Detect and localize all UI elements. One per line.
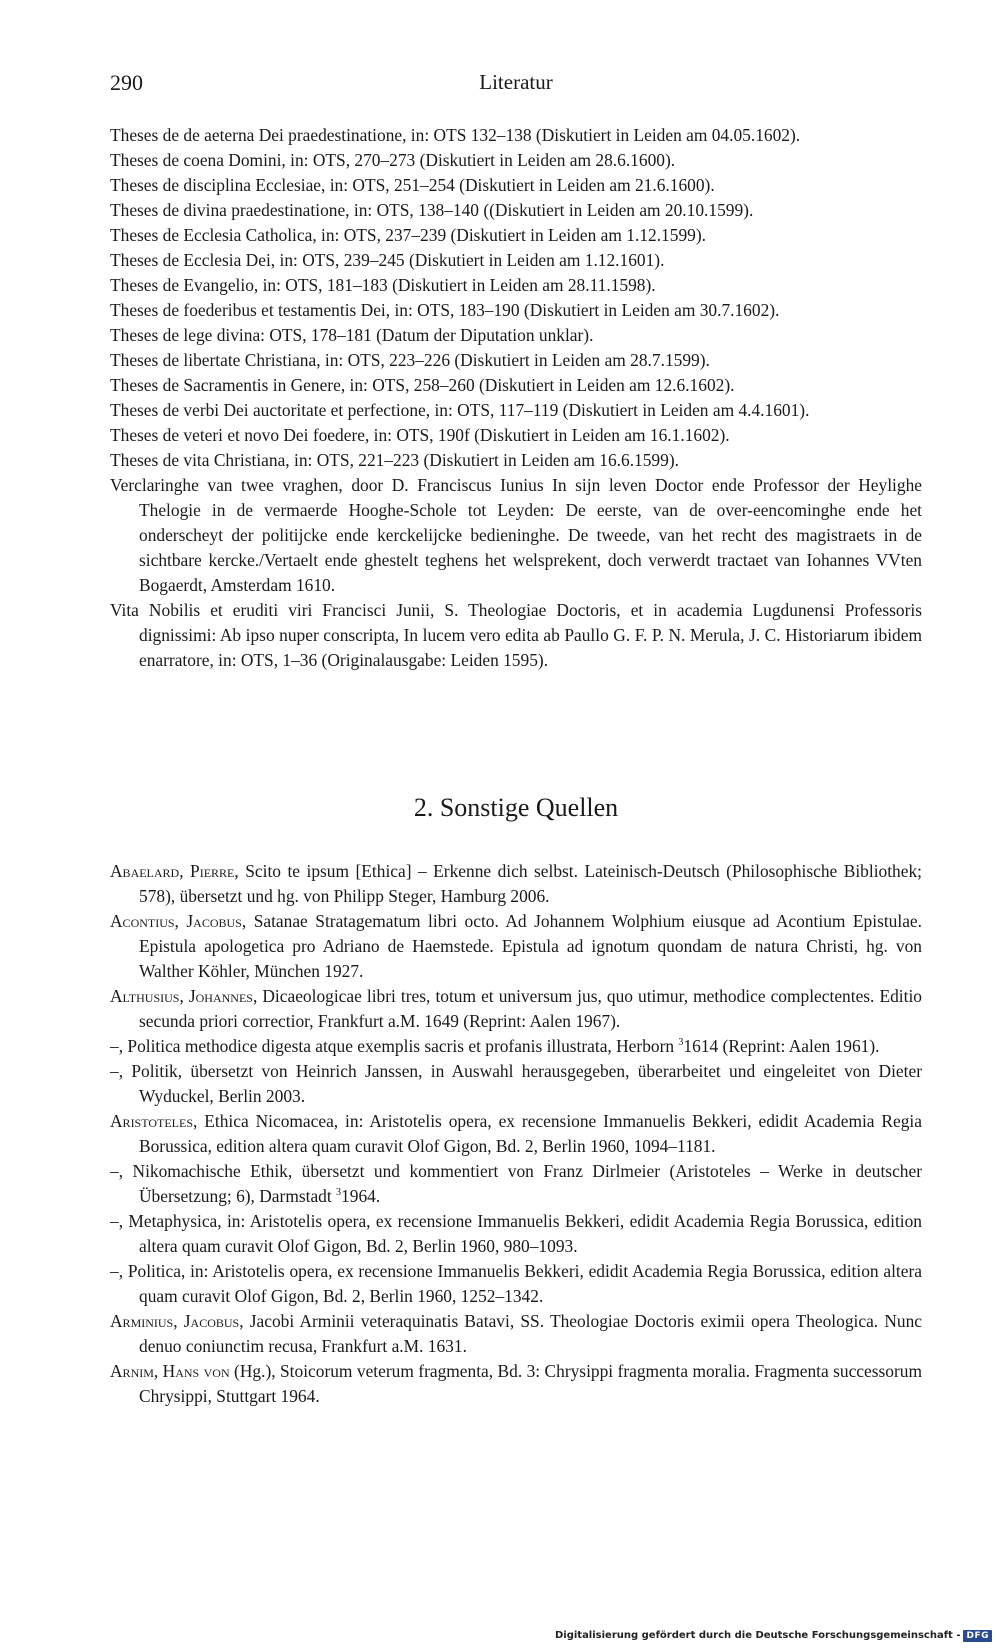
ditto-dash: –,: [110, 1036, 124, 1056]
bibliography-entry: [110, 1059, 922, 1109]
entry-text: , Satanae Stratagematum libri octo. Ad Johannem Wolphium eiusque ad Acontium Epistulae. Epistula apologetica pro Adriano de Haemstede. Epistula ad ignotum quondam de natura Christi, hg. von Walther Köhler, München 1927.: [139, 911, 922, 981]
page-number: 290: [110, 70, 143, 95]
ditto-dash: –,: [110, 1161, 124, 1181]
bibliography-entry: Theses de coena Domini, in: OTS, 270–273 (Diskutiert in Leiden am 28.6.1600).: [110, 150, 676, 170]
bibliography-entry: Theses de Sacramentis in Genere, in: OTS, 258–260 (Diskutiert in Leiden am 12.6.1602).: [110, 375, 735, 395]
bibliography-entry: [110, 1109, 922, 1159]
bibliography-entry: Theses de vita Christiana, in: OTS, 221–223 (Diskutiert in Leiden am 16.6.1599).: [110, 450, 679, 470]
ditto-dash: –,: [110, 1261, 124, 1281]
bibliography-entry: Theses de verbi Dei auctoritate et perfectione, in: OTS, 117–119 (Diskutiert in Leiden am 4.4.1601).: [110, 400, 810, 420]
bibliography-entry: [110, 1259, 922, 1309]
bibliography-entry: [110, 1359, 922, 1409]
author-name: Acontius, Jacobus: [110, 911, 242, 931]
footer-credit: Digitalisierung gefördert durch die Deutsche Forschungsgemeinschaft -: [554, 1630, 961, 1641]
bibliography-entry: Theses de de aeterna Dei praedestinatione, in: OTS 132–138 (Diskutiert in Leiden am 04.05.1602).: [110, 125, 801, 145]
bibliography-entry: Theses de disciplina Ecclesiae, in: OTS, 251–254 (Diskutiert in Leiden am 21.6.1600).: [110, 175, 715, 195]
entry-text: , Ethica Nicomacea, in: Aristotelis opera, ex recensione Immanuelis Bekkeri, edidit Academia Regia Borussica, edition altera quam curavit Olof Gigon, Bd. 2, Berlin 1960, 1094–1181.: [139, 1111, 922, 1156]
entry-text: Metaphysica, in: Aristotelis opera, ex recensione Immanuelis Bekkeri, edidit Academia Regia Borussica, edition altera quam curavit Olof Gigon, Bd. 2, Berlin 1960, 980–1093.: [123, 1211, 922, 1256]
entry-text: Politik, übersetzt von Heinrich Janssen, in Auswahl herausgegeben, überarbeitet und eingeleitet von Dieter Wyduckel, Berlin 2003.: [123, 1061, 922, 1106]
bibliography-entry: Theses de foederibus et testamentis Dei, in: OTS, 183–190 (Diskutiert in Leiden am 30.7.1602).: [110, 300, 780, 320]
author-name: Abaelard, Pierre: [110, 861, 235, 881]
entry-text-continued: 1614 (Reprint: Aalen 1961).: [683, 1036, 880, 1056]
edition-superscript: 3: [336, 1187, 342, 1198]
entry-text: , Jacobi Arminii veteraquinatis Batavi, SS. Theologiae Doctoris eximii opera Theologica. Nunc denuo coniunctim recusa, Frankfurt a.M. 1631.: [139, 1311, 923, 1356]
entry-text: , Dicaeologicae libri tres, totum et universum jus, quo utimur, methodice complectentes. Editio secunda priori correctior, Frankfurt a.M. 1649 (Reprint: Aalen 1967).: [139, 986, 922, 1031]
entry-text: (Hg.), Stoicorum veterum fragmenta, Bd. 3: Chrysippi fragmenta moralia. Fragmenta successorum Chrysippi, Stuttgart 1964.: [139, 1361, 922, 1406]
ditto-dash: –,: [110, 1061, 124, 1081]
section-heading: 2. Sonstige Quellen: [413, 793, 619, 822]
bibliography-entry: Theses de lege divina: OTS, 178–181 (Datum der Diputation unklar).: [110, 325, 594, 345]
author-name: Aristoteles: [110, 1111, 194, 1131]
bibliography-entry: [110, 1209, 922, 1259]
author-name: Althusius, Johannes: [110, 986, 253, 1006]
bibliography-entry: Theses de veteri et novo Dei foedere, in: OTS, 190f (Diskutiert in Leiden am 16.1.1602).: [110, 425, 730, 445]
bibliography-entry: Theses de Evangelio, in: OTS, 181–183 (Diskutiert in Leiden am 28.11.1598).: [110, 275, 656, 295]
bibliography-entry: [110, 909, 922, 984]
author-name: Arnim, Hans von: [110, 1361, 230, 1381]
entry-text: Politica methodice digesta atque exemplis sacris et profanis illustrata, Herborn: [123, 1036, 679, 1056]
entry-text: Politica, in: Aristotelis opera, ex recensione Immanuelis Bekkeri, edidit Academia Regia Borussica, edition altera quam curavit Olof Gigon, Bd. 2, Berlin 1960, 1252–1342.: [123, 1261, 922, 1306]
entry-text-continued: 1964.: [341, 1186, 381, 1206]
ditto-dash: –,: [110, 1211, 124, 1231]
author-name: Arminius, Jacobus: [110, 1311, 240, 1331]
entry-text: Nikomachische Ethik, übersetzt und kommentiert von Franz Dirlmeier (Aristoteles – Werke in deutscher Übersetzung; 6), Darmstadt: [123, 1161, 922, 1206]
bibliography-entry: Theses de libertate Christiana, in: OTS, 223–226 (Diskutiert in Leiden am 28.7.1599).: [110, 350, 710, 370]
bibliography-entry: Theses de Ecclesia Catholica, in: OTS, 237–239 (Diskutiert in Leiden am 1.12.1599).: [110, 225, 706, 245]
bibliography-entry: [110, 1309, 922, 1359]
digitization-footer: [555, 1627, 992, 1644]
bibliography-entry: [110, 859, 922, 909]
bibliography-entry: Verclaringhe van twee vraghen, door D. Franciscus Iunius In sijn leven Doctor ende Professor der Heylighe Thelogie in de vermaerde Hooghe-Schole tot Leyden: De eerste, van de over-eencominghe ende het onderscheyt der politijcke ende kerckelijcke bedieninghe. De tweede, van het recht des magistraets in de sichtbare kercke./Vertaelt ende ghestelt teghens het welsprekent, doch verwerdt tractaet van Iohannes VVten Bogaerdt, Amsterdam 1610.: [110, 475, 922, 595]
bibliography-entry: Vita Nobilis et eruditi viri Francisci Junii, S. Theologiae Doctoris, et in academia Lugdunensi Professoris dignissimi: Ab ipso nuper conscripta, In lucem vero edita ab Paullo G. F. P. N. Merula, J. C. Historiarum ibidem enarratore, in: OTS, 1–36 (Originalausgabe: Leiden 1595).: [110, 600, 922, 670]
bibliography-entry: [110, 984, 922, 1034]
running-head: Literatur: [479, 70, 553, 94]
entry-text: , Scito te ipsum [Ethica] – Erkenne dich selbst. Lateinisch-Deutsch (Philosophische Bibliothek; 578), übersetzt und hg. von Philipp Steger, Hamburg 2006.: [139, 861, 922, 906]
dfg-logo: DFG: [963, 1630, 992, 1642]
bibliography-entry: Theses de Ecclesia Dei, in: OTS, 239–245 (Diskutiert in Leiden am 1.12.1601).: [110, 250, 665, 270]
bibliography-list-primary: [110, 123, 922, 673]
edition-superscript: 3: [678, 1037, 684, 1048]
bibliography-entry: [110, 1034, 922, 1059]
bibliography-list-other-sources: [110, 859, 922, 1409]
page-header: [110, 70, 922, 102]
bibliography-entry: Theses de divina praedestinatione, in: OTS, 138–140 ((Diskutiert in Leiden am 20.10.1599).: [110, 200, 754, 220]
bibliography-entry: [110, 1159, 922, 1209]
